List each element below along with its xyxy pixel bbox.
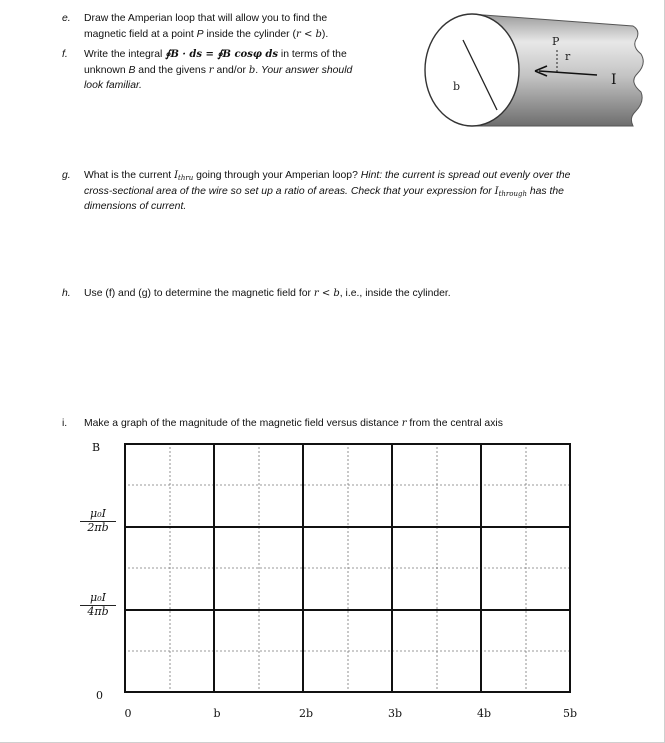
question-f-line1-pre: Write the integral [84,49,166,60]
question-g-line1-mid: going through your Amperian loop? [193,170,361,181]
question-f-var-b: B [128,64,136,76]
question-f-line2-mid: and the givens [135,64,209,76]
label-p: P [552,35,560,48]
y-tick-1-denominator: 2πb [87,520,109,534]
question-g-hint-3: dimensions of current. [84,201,187,213]
answer-graph [80,440,640,730]
question-g-current-sym-2: I [494,185,499,197]
y-tick-2-denominator: 4πb [87,604,109,618]
question-h-text-post: , i.e., inside the cylinder. [339,288,451,299]
question-g-current-sub: thru [178,174,194,182]
x-tick-0: 0 [124,707,132,720]
y-tick-mu0i-over-4pib [80,592,116,618]
question-g-current-sym: I [174,170,179,181]
x-tick-b: b [213,707,221,720]
question-f-letter: f. [62,49,68,60]
question-e-math: r < b [295,28,322,40]
question-f-line1-post: in terms of the [278,49,347,60]
x-tick-4b: 4b [476,707,492,720]
question-e-var-p: P [196,28,204,40]
question-f-hint-2: look familiar. [84,80,142,92]
question-f-text [84,47,352,94]
question-i-letter: i. [62,418,68,429]
question-f-var-r: r [208,64,214,76]
question-i-text-pre: Make a graph of the magnitude of the magnetic field versus distance [84,418,402,429]
label-r: r [565,50,571,63]
question-f-line2-mid3: . [255,64,262,76]
question-g-hint-2: cross-sectional area of the wire so set up a ratio of areas. Check that your expression for [84,185,495,197]
y-axis-label: B [92,441,101,454]
question-e-line1: Draw the Amperian loop that will allow you to find the [84,13,328,24]
question-h-text [84,286,451,302]
question-e-letter: e. [62,13,71,24]
question-g-hint-2-post: has the [526,185,564,197]
major-gridlines [124,443,570,693]
question-e-line2-mid: inside the cylinder ( [203,28,296,40]
question-i-text-post: from the central axis [406,418,503,429]
question-g-line1-pre: What is the current [84,170,175,181]
grid-frame [125,444,570,692]
label-b: b [453,80,461,93]
question-f-var-b2: b [248,64,256,76]
y-tick-mu0i-over-2pib [80,508,116,534]
question-g-current-sub-2: through [498,189,527,198]
question-h-math: r < b [313,288,340,299]
question-e-text [84,11,328,42]
question-f-hint-1: Your answer should [261,64,353,76]
question-g-hint-1: Hint: the current is spread out evenly over the [360,170,571,181]
y-tick-1-numerator: μ₀I [80,508,116,522]
label-i: I [611,72,617,88]
question-g-letter: g. [62,170,71,181]
question-h-letter: h. [62,288,71,299]
x-tick-5b: 5b [562,707,578,720]
question-e-line2-post: ). [321,28,329,40]
graph-grid [124,443,574,693]
question-i-var-r: r [401,418,407,429]
question-h-text-pre: Use (f) and (g) to determine the magnetic field for [84,288,314,299]
question-i-text [84,416,503,432]
question-f-integral: ∮B · ds = ∮B cosφ ds [165,49,279,60]
minor-gridlines [124,443,570,692]
question-f-line2-pre: unknown [84,64,129,76]
cylinder-figure [415,8,655,136]
cylinder-end-face [425,14,519,126]
question-e-line2-pre: magnetic field at a point [84,28,197,40]
y-tick-zero: 0 [96,689,103,702]
question-g-text [84,168,570,215]
question-f-line2-mid2: and/or [213,64,249,76]
x-tick-2b: 2b [298,707,314,720]
y-tick-2-numerator: μ₀I [80,592,116,606]
x-tick-3b: 3b [387,707,403,720]
